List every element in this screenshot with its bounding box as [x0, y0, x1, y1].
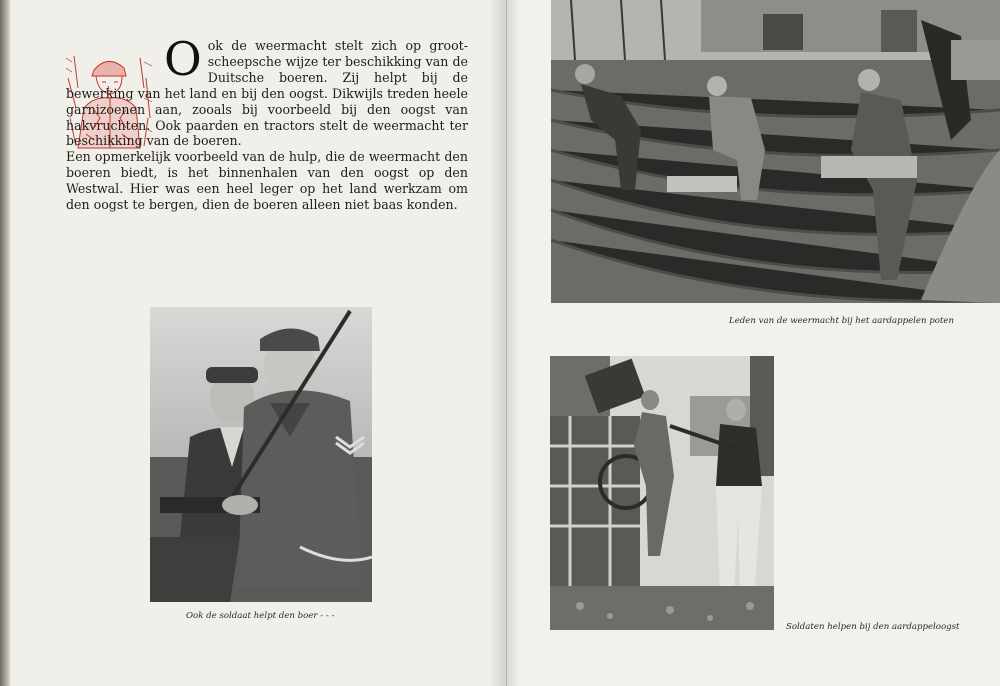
drop-cap: O: [164, 32, 202, 86]
article-text: [66, 32, 468, 213]
paragraph-1: [66, 32, 468, 149]
right-page: [507, 0, 1000, 686]
photo-soldier-and-farmer: [150, 307, 372, 602]
photo-caption-left: Ook de soldaat helpt den boer - - -: [186, 611, 335, 621]
photo-caption-top-right: Leden van de weermacht bij het aardappelen poten: [729, 316, 955, 326]
photo-potato-harvest: [550, 356, 774, 630]
paragraph-1-text: ok de weermacht stelt zich op groot-scheepsche wijze ter beschikking van de Duitsche boeren. Zij helpt bij de bewerking van het land en bij den oogst. Dikwijls treden heele garnizoenen aan, zooals bij voorbeeld bij den oogst van hakvruchten. Ook paarden en tractors stelt de weermacht ter beschikking van de boeren.: [66, 38, 468, 149]
photo-caption-bottom-right: Soldaten helpen bij den aardappeloogst: [786, 622, 960, 632]
photo-planting-potatoes: [551, 0, 1000, 303]
paragraph-2: Een opmerkelijk voorbeeld van de hulp, die de weermacht den boeren biedt, is het binnenhalen van den oogst op den Westwal. Hier was een heel leger op het land werkzam om den oogst te bergen, dien de boeren alleen niet baas konden.: [66, 149, 468, 213]
book-edge: [0, 0, 10, 686]
